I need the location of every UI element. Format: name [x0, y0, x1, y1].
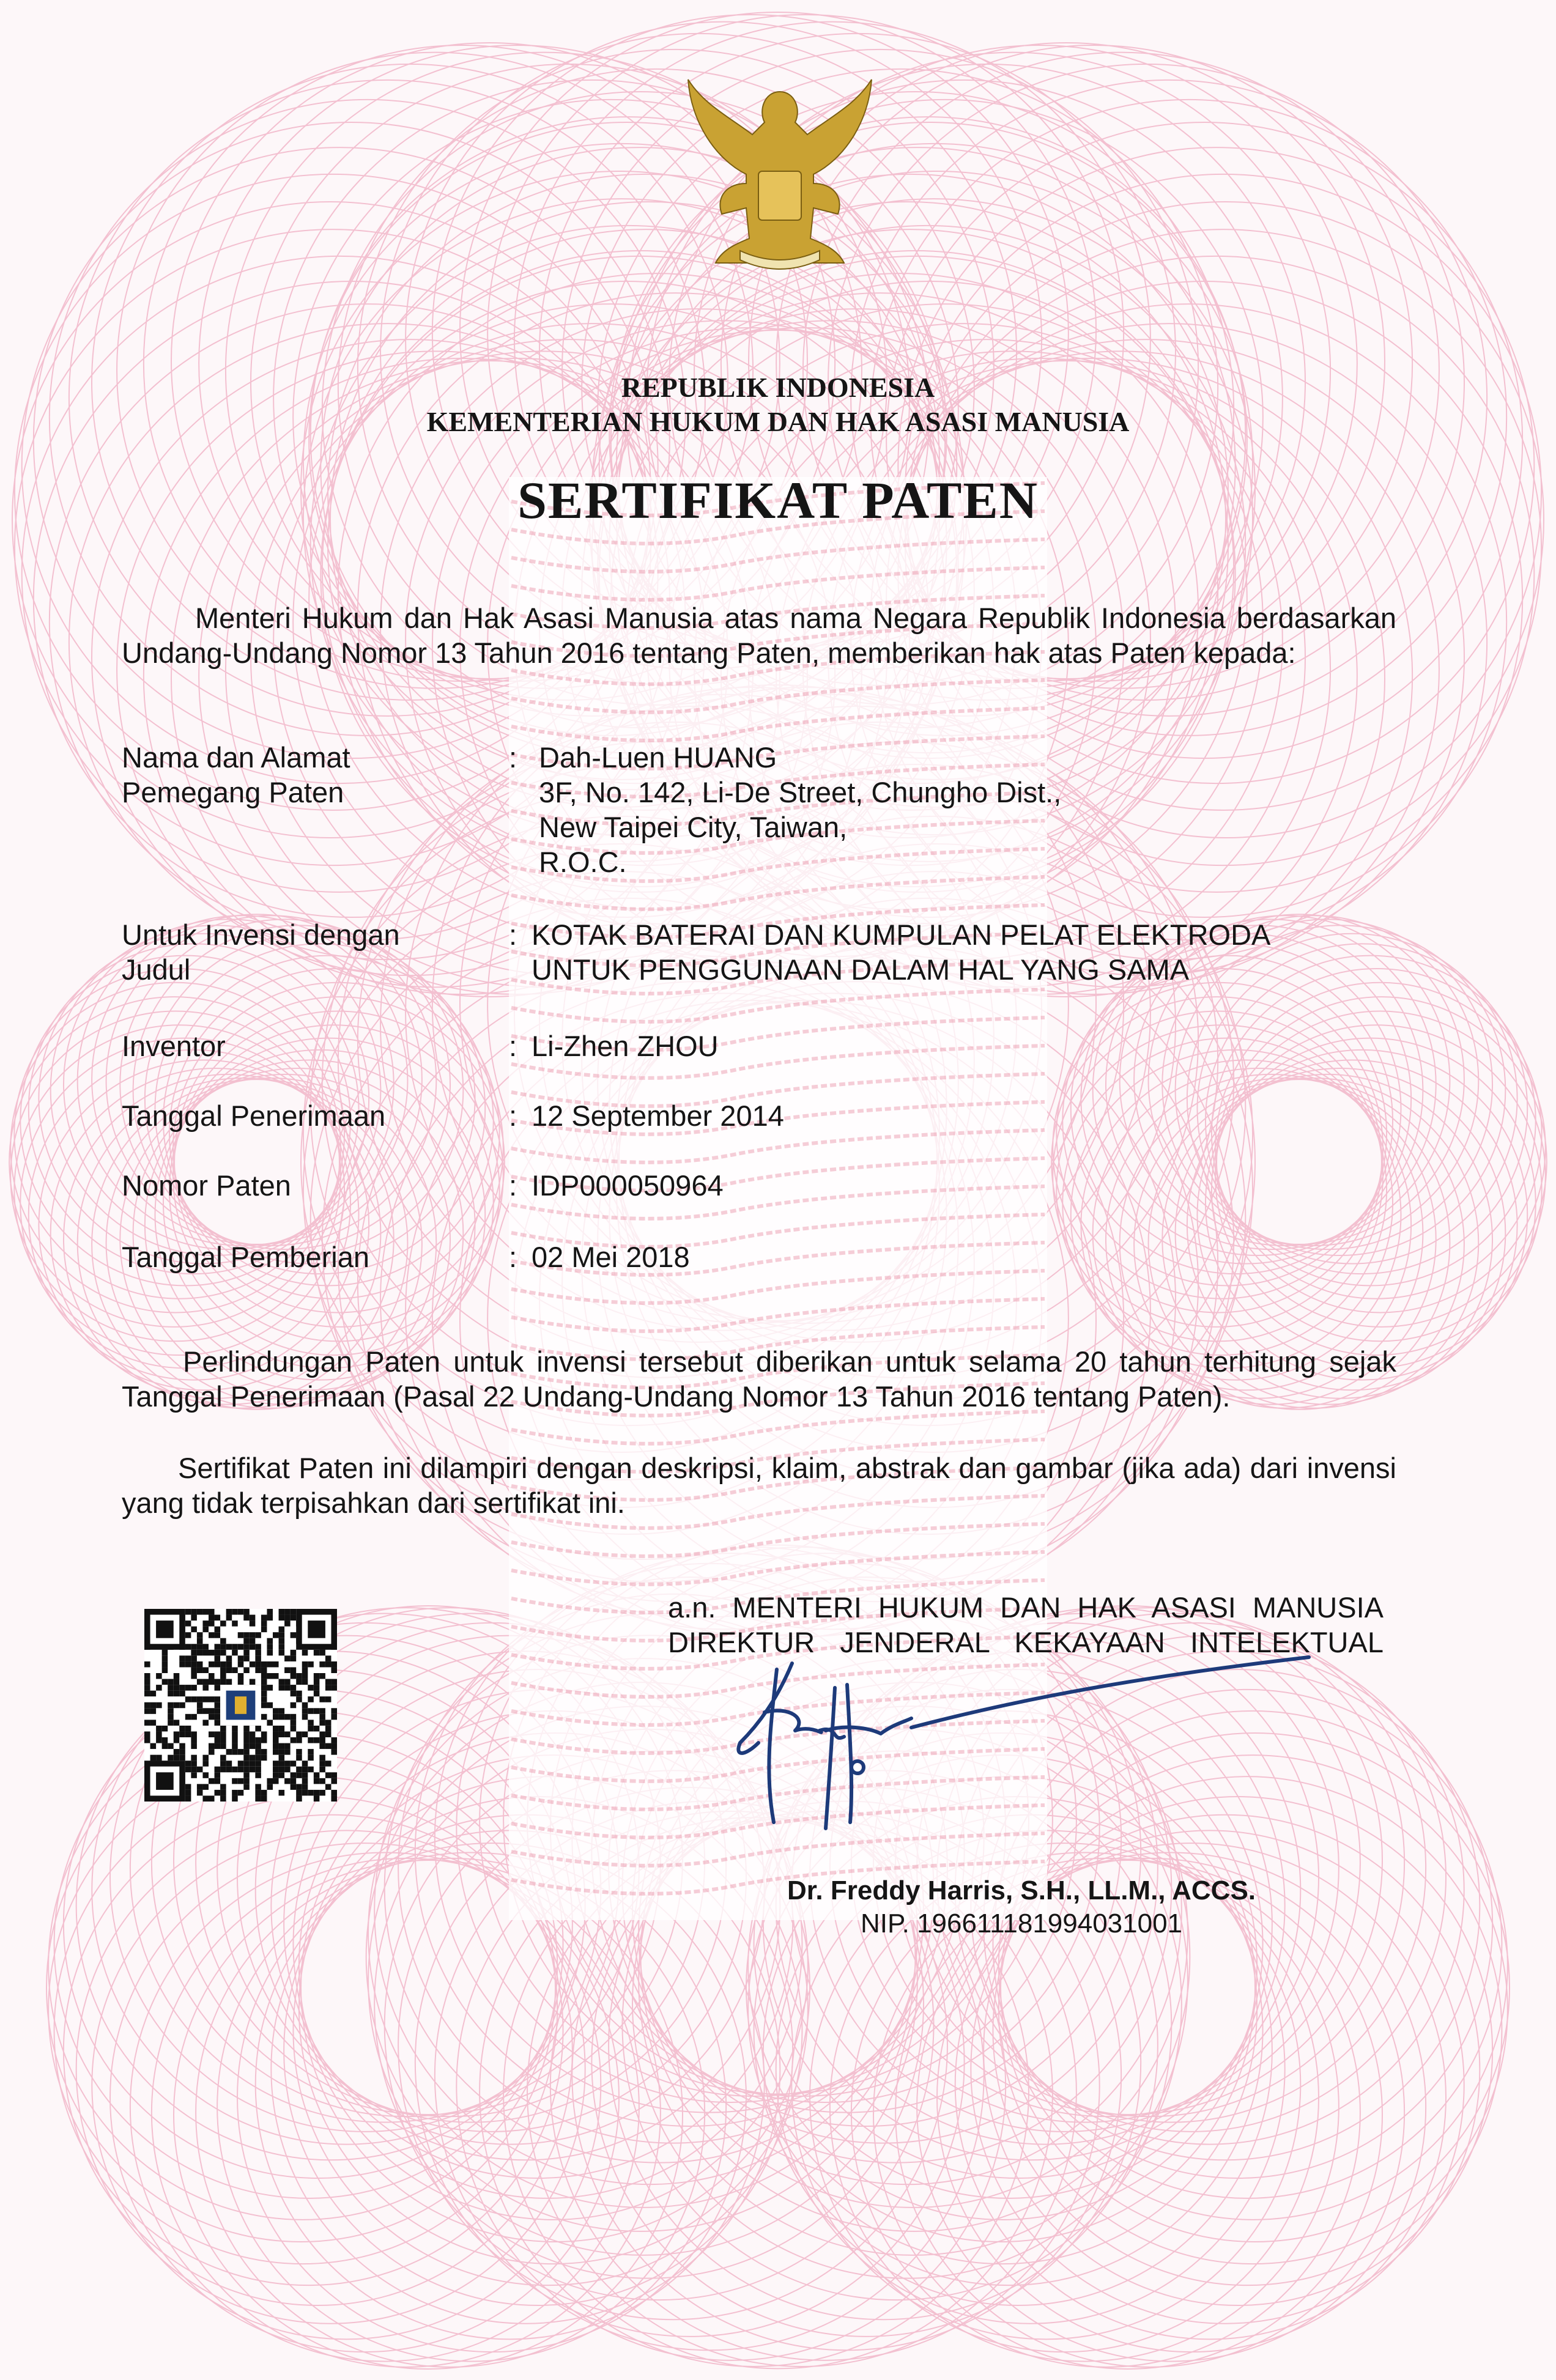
grant-date-value: 02 Mei 2018 [532, 1241, 690, 1273]
header-ministry: KEMENTERIAN HUKUM DAN HAK ASASI MANUSIA [426, 406, 1130, 437]
patent-number-value: IDP000050964 [532, 1169, 724, 1202]
signature-image [722, 1651, 1370, 1871]
grant-date-colon: : [509, 1241, 517, 1273]
holder-colon: : [509, 741, 517, 774]
title-label-2: Judul [122, 953, 191, 986]
signatory-line-2: DIREKTUR JENDERAL KEKAYAAN INTELEKTUAL [668, 1626, 1384, 1658]
holder-label-2: Pemegang Paten [122, 776, 344, 808]
holder-name: Dah-Luen HUANG [539, 741, 777, 774]
grant-date-label: Tanggal Pemberian [122, 1241, 369, 1273]
inventor-value: Li-Zhen ZHOU [532, 1030, 719, 1062]
patent-number-colon: : [509, 1169, 517, 1202]
invention-title-1: KOTAK BATERAI DAN KUMPULAN PELAT ELEKTRODA [532, 918, 1271, 951]
title-label-1: Untuk Invensi dengan [122, 918, 400, 951]
holder-address-3: R.O.C. [539, 846, 627, 878]
inventor-label: Inventor [122, 1030, 226, 1062]
intro-paragraph: Menteri Hukum dan Hak Asasi Manusia atas nama Negara Republik Indonesia berdasarkan Undang-Undang Nomor 13 Tahun 2016 tentang Paten, memberikan hak atas Paten kepada: [122, 602, 1396, 669]
attachment-paragraph: Sertifikat Paten ini dilampiri dengan deskripsi, klaim, abstrak dan gambar (jika ada) dari invensi yang tidak terpisahkan dari sertifikat ini. [122, 1452, 1396, 1519]
signatory-line-1: a.n. MENTERI HUKUM DAN HAK ASASI MANUSIA [668, 1591, 1384, 1624]
header-republic: REPUBLIK INDONESIA [621, 372, 935, 403]
garuda-emblem-icon [679, 67, 881, 275]
invention-title-2: UNTUK PENGGUNAAN DALAM HAL YANG SAMA [532, 953, 1190, 986]
qr-code-icon [144, 1609, 337, 1802]
inventor-colon: : [509, 1030, 517, 1062]
filing-date-value: 12 September 2014 [532, 1099, 784, 1132]
filing-date-colon: : [509, 1099, 517, 1132]
holder-address-2: New Taipei City, Taiwan, [539, 811, 848, 843]
title-colon: : [509, 918, 517, 951]
holder-address-1: 3F, No. 142, Li-De Street, Chungho Dist., [539, 776, 1062, 808]
signatory-name: Dr. Freddy Harris, S.H., LL.M., ACCS. [787, 1876, 1256, 1905]
signatory-nip: NIP. 196611181994031001 [860, 1909, 1183, 1938]
patent-number-label: Nomor Paten [122, 1169, 291, 1202]
protection-paragraph: Perlindungan Paten untuk invensi tersebut diberikan untuk selama 20 tahun terhitung sejak Tanggal Penerimaan (Pasal 22 Undang-Undang Nomor 13 Tahun 2016 tentang Paten). [122, 1345, 1396, 1413]
page-title: SERTIFIKAT PATEN [517, 471, 1039, 530]
filing-date-label: Tanggal Penerimaan [122, 1099, 386, 1132]
holder-label-1: Nama dan Alamat [122, 741, 350, 774]
